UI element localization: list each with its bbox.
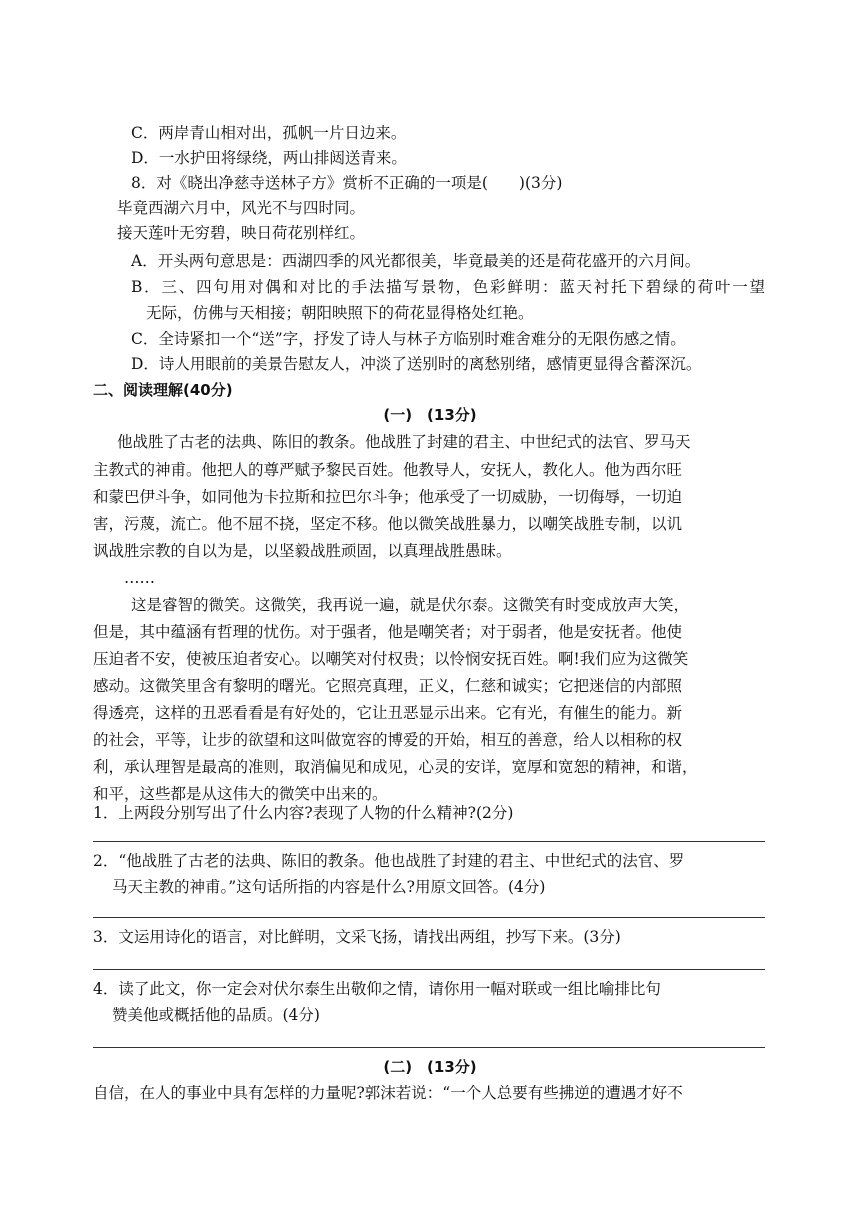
para2-line2: 但是，其中蕴涵有哲理的忧伤。对于强者，他是嘲笑者；对于弱者，他是安抚者。他使 [93,623,683,641]
choice-d-line: D．一水护田将绿绕，两山排闼送青来。 [131,149,407,167]
choice-c-line: C．两岸青山相对出，孤帆一片日边来。 [131,124,407,142]
para1-line1: 他战胜了古老的法典、陈旧的教条。他战胜了封建的君主、中世纪式的法官、罗马天 [117,433,691,451]
section-2-title: 二、阅读理解(40分) [93,381,233,399]
part-2-title: (二) (13分) [383,1058,477,1076]
para1-line5: 讽战胜宗教的自以为是，以坚毅战胜顽固，以真理战胜愚昧。 [93,542,512,560]
ellipsis: …… [124,569,155,587]
para2-line3: 压迫者不安，使被压迫者安心。以嘲笑对付权贵；以怜悯安抚百姓。啊!我们应为这微笑 [93,650,689,668]
answer-line-1[interactable] [93,841,765,842]
para2-line8: 和平，这些都是从这伟大的微笑中出来的。 [93,785,388,803]
answer-line-4[interactable] [93,1047,765,1048]
question-8-stem: 8．对《晓出净慈寺送林子方》赏析不正确的一项是( )(3分) [131,174,563,192]
question-2-line1: 2．“他战胜了古老的法典、陈旧的教条。他也战胜了封建的君主、中世纪式的法官、罗 [93,852,685,870]
part-2-first-line: 自信，在人的事业中具有怎样的力量呢?郭沫若说：“一个人总要有些拂逆的遭遇才好不 [93,1084,683,1102]
question-4-line1: 4．读了此文，你一定会对伏尔泰生出敬仰之情，请你用一幅对联或一组比喻排比句 [93,980,661,998]
para2-line4: 感动。这微笑里含有黎明的曙光。它照亮真理，正义，仁慈和诚实；它把迷信的内部照 [93,677,683,695]
question-1: 1．上两段分别写出了什么内容?表现了人物的什么精神?(2分) [93,804,514,822]
para1-line3: 和蒙巴伊斗争，如同他为卡拉斯和拉巴尔斗争；他承受了一切威胁，一切侮辱，一切迫 [93,488,683,506]
part-1-title: (一) (13分) [383,406,477,424]
poem-line-2: 接天莲叶无穷碧，映日荷花别样红。 [117,224,366,242]
para1-line2: 主教式的神甫。他把人的尊严赋予黎民百姓。他教导人，安抚人，教化人。他为西尔旺 [93,461,683,479]
para1-line4: 害，污蔑，流亡。他不屈不挠，坚定不移。他以微笑战胜暴力，以嘲笑战胜专制，以讥 [93,515,683,533]
para2-line1: 这是睿智的微笑。这微笑，我再说一遍，就是伏尔泰。这微笑有时变成放声大笑， [131,596,690,614]
answer-line-2[interactable] [93,917,765,918]
answer-line-3[interactable] [93,969,765,970]
question-2-line2: 马天主教的神甫。”这句话所指的内容是什么?用原文回答。(4分) [112,878,546,896]
q8-option-b-line1: B．三、四句用对偶和对比的手法描写景物，色彩鲜明：蓝天衬托下碧绿的荷叶一望 [131,278,765,296]
q8-option-a: A．开头两句意思是：西湖四季的风光都很美，毕竟最美的还是荷花盛开的六月间。 [131,252,701,270]
para2-line6: 的社会，平等，让步的欲望和这叫做宽容的博爱的开始，相互的善意，给人以相称的权 [93,731,683,749]
para2-line7: 利，承认理智是最高的准则，取消偏见和成见，心灵的安详，宽厚和宽恕的精神，和谐， [93,758,698,776]
q8-option-b-line2: 无际，仿佛与天相接；朝阳映照下的荷花显得格处红艳。 [146,304,534,322]
q8-option-c: C．全诗紧扣一个“送”字，抒发了诗人与林子方临别时难舍难分的无限伤感之情。 [131,330,686,348]
poem-line-1: 毕竟西湖六月中，风光不与四时同。 [117,199,366,217]
para2-line5: 得透亮，这样的丑恶看看是有好处的，它让丑恶显示出来。它有光，有催生的能力。新 [93,704,683,722]
question-4-line2: 赞美他或概括他的品质。(4分) [112,1006,320,1024]
question-3: 3．文运用诗化的语言，对比鲜明，文采飞扬，请找出两组，抄写下来。(3分) [93,928,621,946]
q8-option-d: D．诗人用眼前的美景告慰友人，冲淡了送别时的离愁别绪，感情更显得含蓄深沉。 [131,355,702,373]
